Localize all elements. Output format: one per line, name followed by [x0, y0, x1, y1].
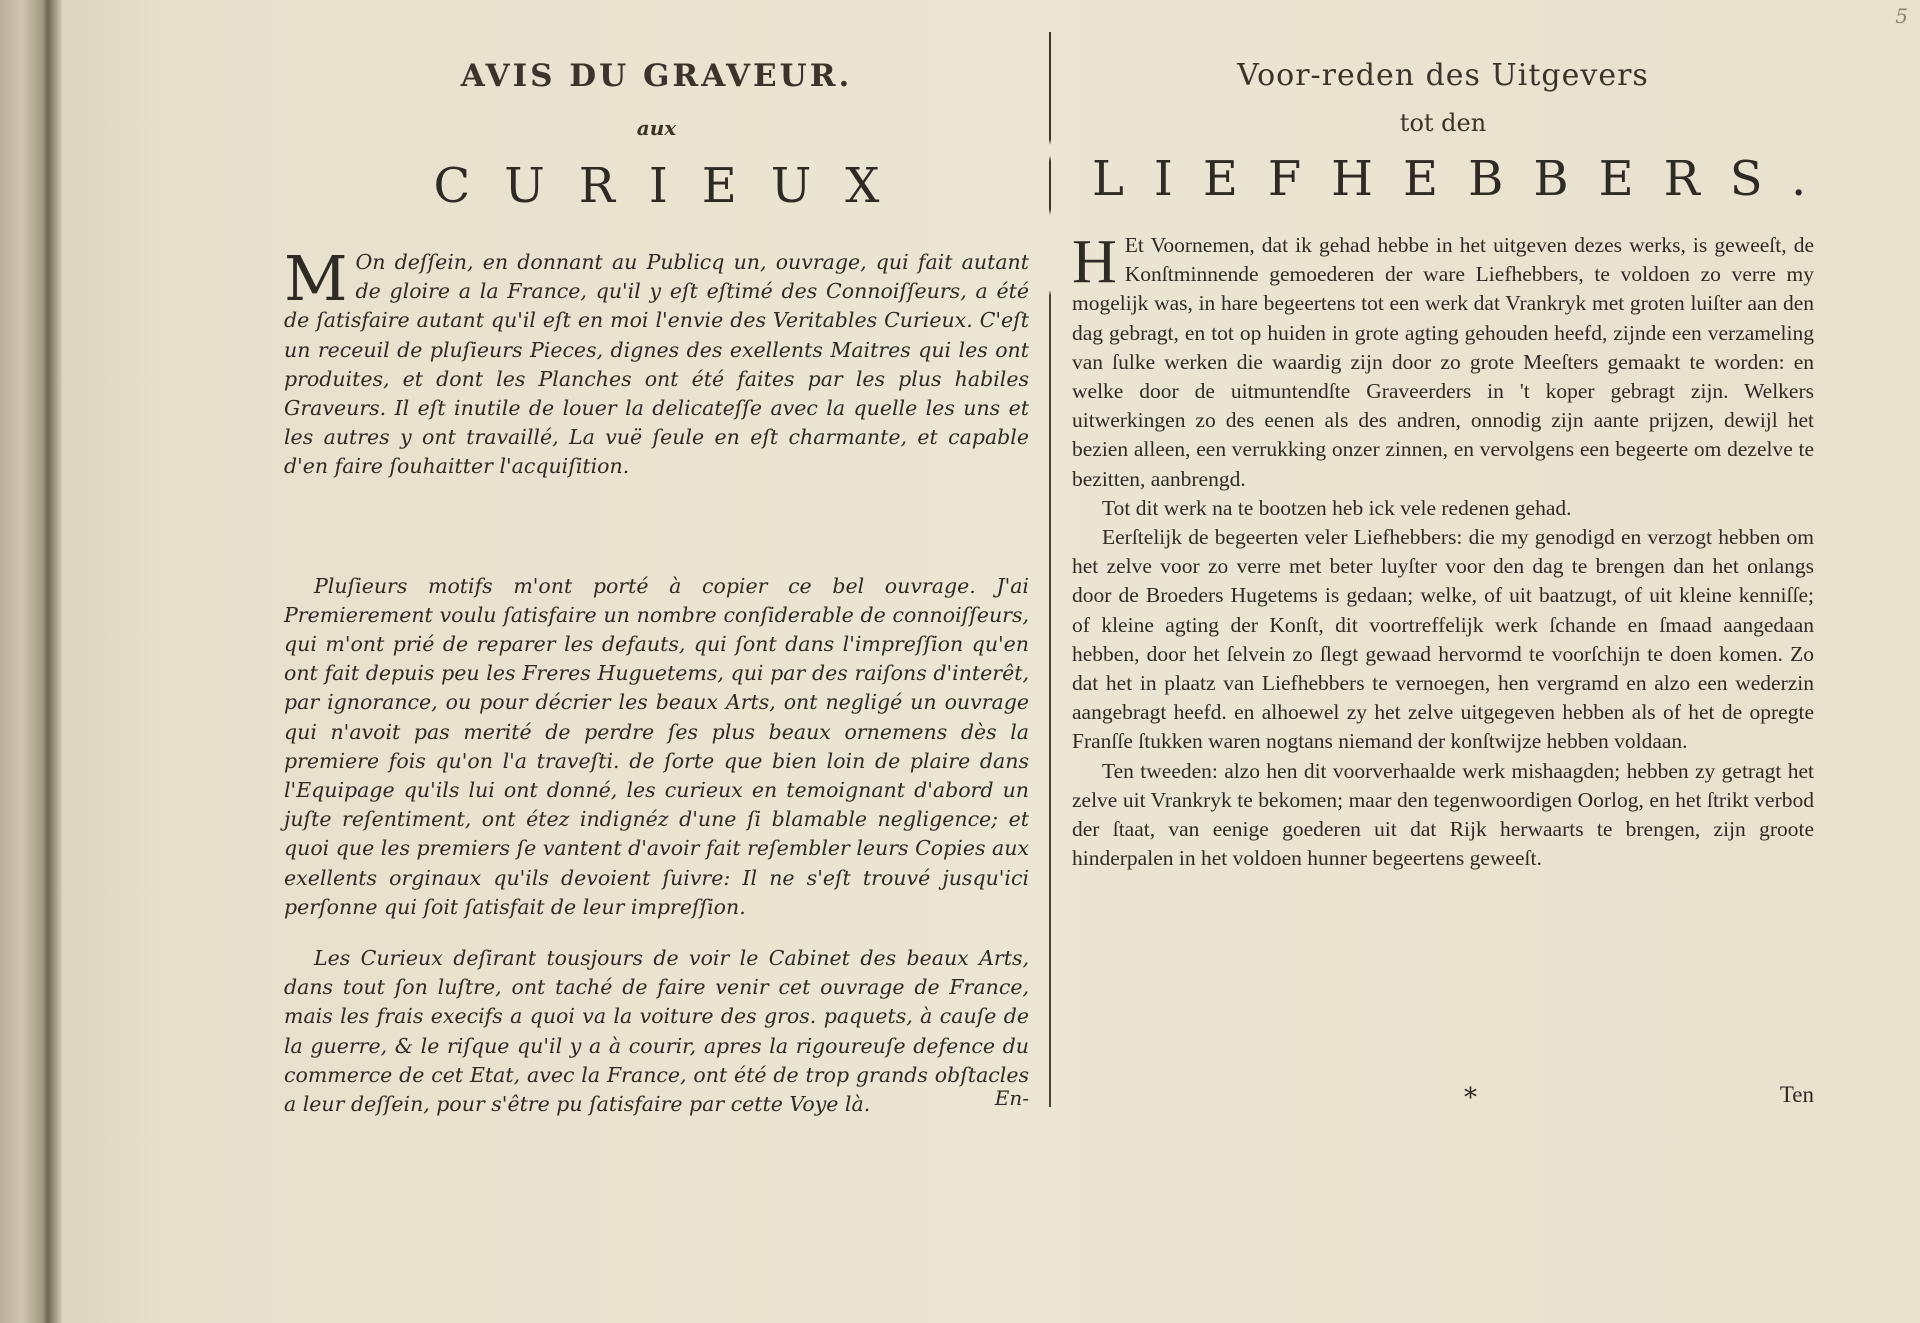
- book-spread: [62, 0, 1920, 1323]
- french-paragraph-1-block: [284, 242, 1029, 482]
- french-catchword: En-: [994, 1086, 1029, 1110]
- french-title: AVIS DU GRAVEUR.: [460, 58, 853, 94]
- french-paragraph-2-block: [284, 572, 1029, 922]
- dutch-paragraph-3: Eerſtelijk de begeerten veler Liefhebbers: die my genodigd en verzogt hebben om het zelve voor zo verre met beter luyſter voor den dag te brengen dan het onlangs door de Broeders Hugetems is gedaan; welke, of uit baatzugt, of uit kleine kenniſſe; of kleine agting der Konſt, dit voortreffelijk werk ſchande en ſmaad aangedaan hebben, door het ſelvein zo ſlegt gewaad hervormd te voorſchijn te doen komen. Zo dat het in plaatz van Liefhebbers te vernoegen, hen vergramd en alzo een wederzin aangebragt heefd. en alhoewel zy het zelve uitgegeven hebben als of het de opregte Franſſe ſtukken waren nogtans niemand der konſtwijze hebben voldaan.: [1072, 525, 1814, 754]
- page-number: 5: [1895, 4, 1908, 28]
- dutch-paragraph-2: Tot dit werk na te bootzen heb ick vele redenen gehad.: [1102, 495, 1572, 520]
- french-paragraph-1-text: On deſſein, en donnant au Publicq un, ouvrage, qui fait autant de gloire a la France, qu'il y eſt eſtimé des Connoiſſeurs, a été de ſatisfaire autant qu'il eſt en moi l'envie des Veritables Curieux. C'eſt un receuil de pluſieurs Pieces, dignes des exellents Maitres qui les ont produites, et dont les Planches ont été faites par les plus habiles Graveurs. Il eſt inutile de louer la delicateſſe avec la quelle les uns et les autres y ont travaillé, La vuë ſeule en eſt charmante, et capable d'en faire ſouhaitter l'acquiſition.: [284, 250, 1029, 479]
- dutch-tot: tot den: [1399, 109, 1487, 137]
- french-drop-cap: M: [284, 242, 348, 315]
- dutch-column: [1072, 0, 1837, 1323]
- column-divider-rule: [1049, 32, 1051, 1107]
- french-paragraph-2: Pluſieurs motifs m'ont porté à copier ce bel ouvrage. J'ai Premierement voulu ſatisfaire un nombre conſiderable de connoiſſeurs, qui m'ont prié de reparer les defauts, qui ſont dans l'impreſſion qu'en ont fait depuis peu les Freres Huguetems, qui par des raiſons d'interêt, par ignorance, ou pour décrier les beaux Arts, ont negligé un ouvrage qui n'avoit pas merité de perdre ſes plus beaux ornemens dès la premiere fois qu'on l'a traveſti. de ſorte que bien loin de plaire dans l'Equipage qu'ils lui ont donné, les curieux en temoignant d'abord un juſte reſentiment, ont étez indignéz d'une ſi blamable negligence; et quoi que les premiers ſe vantent d'avoir fait reſembler leurs Copies aux exellents orginaux qu'ils devoient ſuivre: Il ne s'eſt trouvé jusqu'ici perſonne qui ſoit ſatisfait de leur impreſſion.: [284, 573, 1029, 919]
- dutch-paragraph-4: Ten tweeden: alzo hen dit voorverhaalde werk mishaagden; hebben zy getragt het zelve uit Vrankryk te bekomen; maar den tegenwoordigen Oorlog, en het ſtrikt verbod der ſtaat, van eenige goederen uit dat Rijk herwaarts te brengen, zijn groote hinderpalen in het voldoen hunner begeertens geweeſt.: [1072, 758, 1814, 871]
- french-paragraph-3-block: [284, 944, 1029, 1119]
- signature-mark: *: [1464, 1083, 1477, 1113]
- dutch-title: Voor-reden des Uitgevers: [1237, 58, 1649, 93]
- dutch-paragraph-1: [1072, 228, 1814, 494]
- french-aux: aux: [636, 116, 677, 140]
- french-column: [284, 0, 1029, 1323]
- dutch-heading: LIEFHEBBERS.: [1092, 151, 1837, 207]
- french-paragraph-1: [284, 242, 1029, 482]
- french-heading: CURIEUX: [433, 158, 914, 214]
- dutch-paragraph-1-block: [1072, 228, 1814, 494]
- dutch-drop-cap: H: [1072, 228, 1117, 296]
- dutch-catchword: Ten: [1779, 1082, 1814, 1107]
- dutch-paragraph-1-text: Et Voornemen, dat ik gehad hebbe in het uitgeven dezes werks, is geweeſt, de Konſtminnende gemoederen der ware Liefhebbers, te voldoen zo verre my mogelijk was, in hare begeertens tot een werk dat Vrankryk met groten luiſter aan den dag gebragt, en tot op huiden in grote agting gehouden heefd, zijnde een verzameling van ſulke werken die waardig zijn door zo grote Meeſters gemaakt te worden: en welke door de uitmuntendſte Graveerders in 't koper gebragt zijn. Welkers uitwerkingen zo des eenen als des andren, onnodig zijn aante prijzen, dewijl het bezien alleen, een verrukking onzer zinnen, en vervolgens een begeerte om dezelve te bezitten, aanbrengd.: [1072, 233, 1814, 491]
- book-binding-gutter: [0, 0, 62, 1323]
- french-paragraph-3: Les Curieux deſirant tousjours de voir le Cabinet des beaux Arts, dans tout ſon luſtre, ont taché de faire venir cet ouvrage de France, mais les frais execifs a quoi va la voiture des gros. paquets, à cauſe de la guerre, & le riſque qu'il y a à courir, apres la rigoureuſe defence du commerce de cet Etat, avec la France, ont été de trop grands obſtacles a leur deſſein, pour s'être pu ſatisfaire par cette Voye là.: [284, 946, 1029, 1117]
